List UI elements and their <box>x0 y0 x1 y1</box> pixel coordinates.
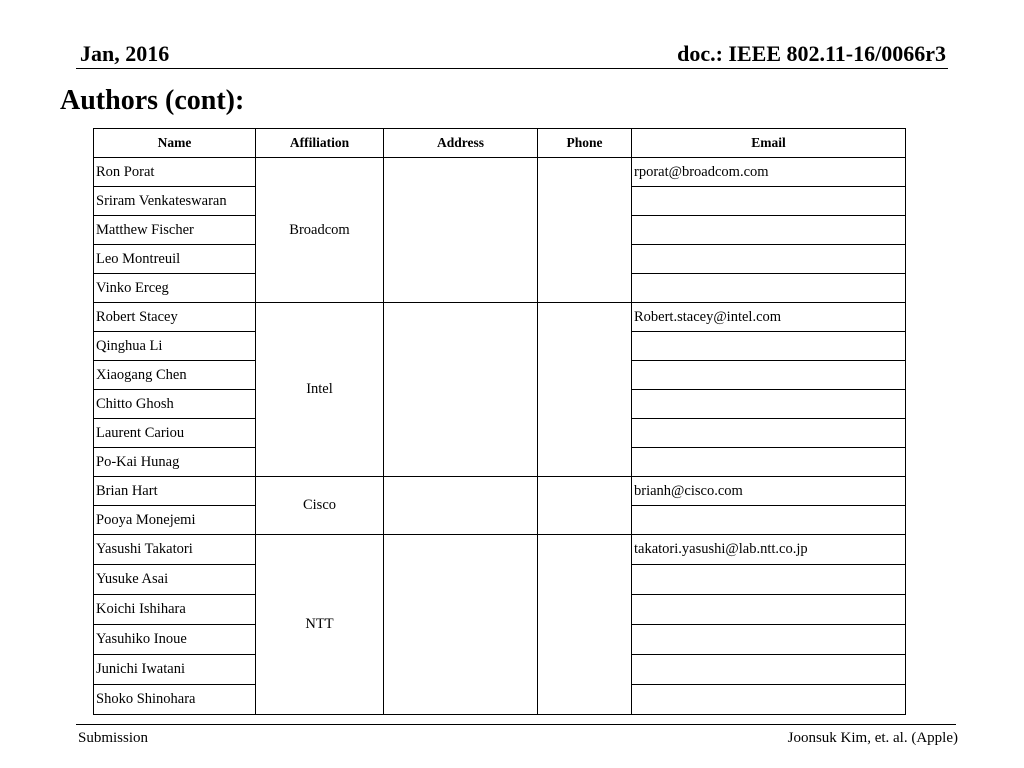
column-header-phone: Phone <box>538 129 632 158</box>
table-row <box>94 158 906 187</box>
affiliation-cell: Intel <box>256 303 384 477</box>
author-name: Qinghua Li <box>94 332 256 361</box>
author-email: rporat@broadcom.com <box>632 158 906 187</box>
author-email <box>632 685 906 715</box>
author-email <box>632 245 906 274</box>
phone-cell <box>538 477 632 535</box>
author-name: Junichi Iwatani <box>94 655 256 685</box>
author-name: Sriram Venkateswaran <box>94 187 256 216</box>
author-name: Pooya Monejemi <box>94 506 256 535</box>
column-header-address: Address <box>384 129 538 158</box>
affiliation-cell: NTT <box>256 535 384 715</box>
column-header-affiliation: Affiliation <box>256 129 384 158</box>
author-email <box>632 419 906 448</box>
slide-title: Authors (cont): <box>60 85 245 116</box>
author-email <box>632 187 906 216</box>
table-header-row <box>94 129 906 158</box>
author-name: Xiaogang Chen <box>94 361 256 390</box>
footer-rule <box>76 724 956 725</box>
table-row <box>94 303 906 332</box>
address-cell <box>384 158 538 303</box>
footer-author: Joonsuk Kim, et. al. (Apple) <box>787 730 958 746</box>
author-name: Vinko Erceg <box>94 274 256 303</box>
affiliation-cell: Cisco <box>256 477 384 535</box>
phone-cell <box>538 303 632 477</box>
author-name: Matthew Fischer <box>94 216 256 245</box>
author-email <box>632 625 906 655</box>
header-doc-number: doc.: IEEE 802.11-16/0066r3 <box>677 41 946 66</box>
author-name: Chitto Ghosh <box>94 390 256 419</box>
table-row <box>94 477 906 506</box>
header-date: Jan, 2016 <box>80 41 170 66</box>
author-email <box>632 332 906 361</box>
phone-cell <box>538 158 632 303</box>
address-cell <box>384 477 538 535</box>
column-header-email: Email <box>632 129 906 158</box>
footer-submission: Submission <box>78 730 149 746</box>
author-email: takatori.yasushi@lab.ntt.co.jp <box>632 535 906 565</box>
author-name: Koichi Ishihara <box>94 595 256 625</box>
phone-cell <box>538 535 632 715</box>
author-email <box>632 274 906 303</box>
author-name: Shoko Shinohara <box>94 685 256 715</box>
author-name: Leo Montreuil <box>94 245 256 274</box>
author-name: Yasushi Takatori <box>94 535 256 565</box>
author-name: Po-Kai Hunag <box>94 448 256 477</box>
author-email <box>632 595 906 625</box>
author-email <box>632 655 906 685</box>
author-email <box>632 448 906 477</box>
authors-table <box>93 128 906 715</box>
author-email: Robert.stacey@intel.com <box>632 303 906 332</box>
header-rule <box>76 68 948 69</box>
author-name: Ron Porat <box>94 158 256 187</box>
author-email <box>632 506 906 535</box>
author-name: Laurent Cariou <box>94 419 256 448</box>
address-cell <box>384 303 538 477</box>
author-name: Robert Stacey <box>94 303 256 332</box>
author-email: brianh@cisco.com <box>632 477 906 506</box>
author-name: Yusuke Asai <box>94 565 256 595</box>
author-email <box>632 361 906 390</box>
author-name: Yasuhiko Inoue <box>94 625 256 655</box>
author-email <box>632 565 906 595</box>
author-email <box>632 390 906 419</box>
table-row <box>94 535 906 565</box>
affiliation-cell: Broadcom <box>256 158 384 303</box>
author-email <box>632 216 906 245</box>
address-cell <box>384 535 538 715</box>
column-header-name: Name <box>94 129 256 158</box>
author-name: Brian Hart <box>94 477 256 506</box>
